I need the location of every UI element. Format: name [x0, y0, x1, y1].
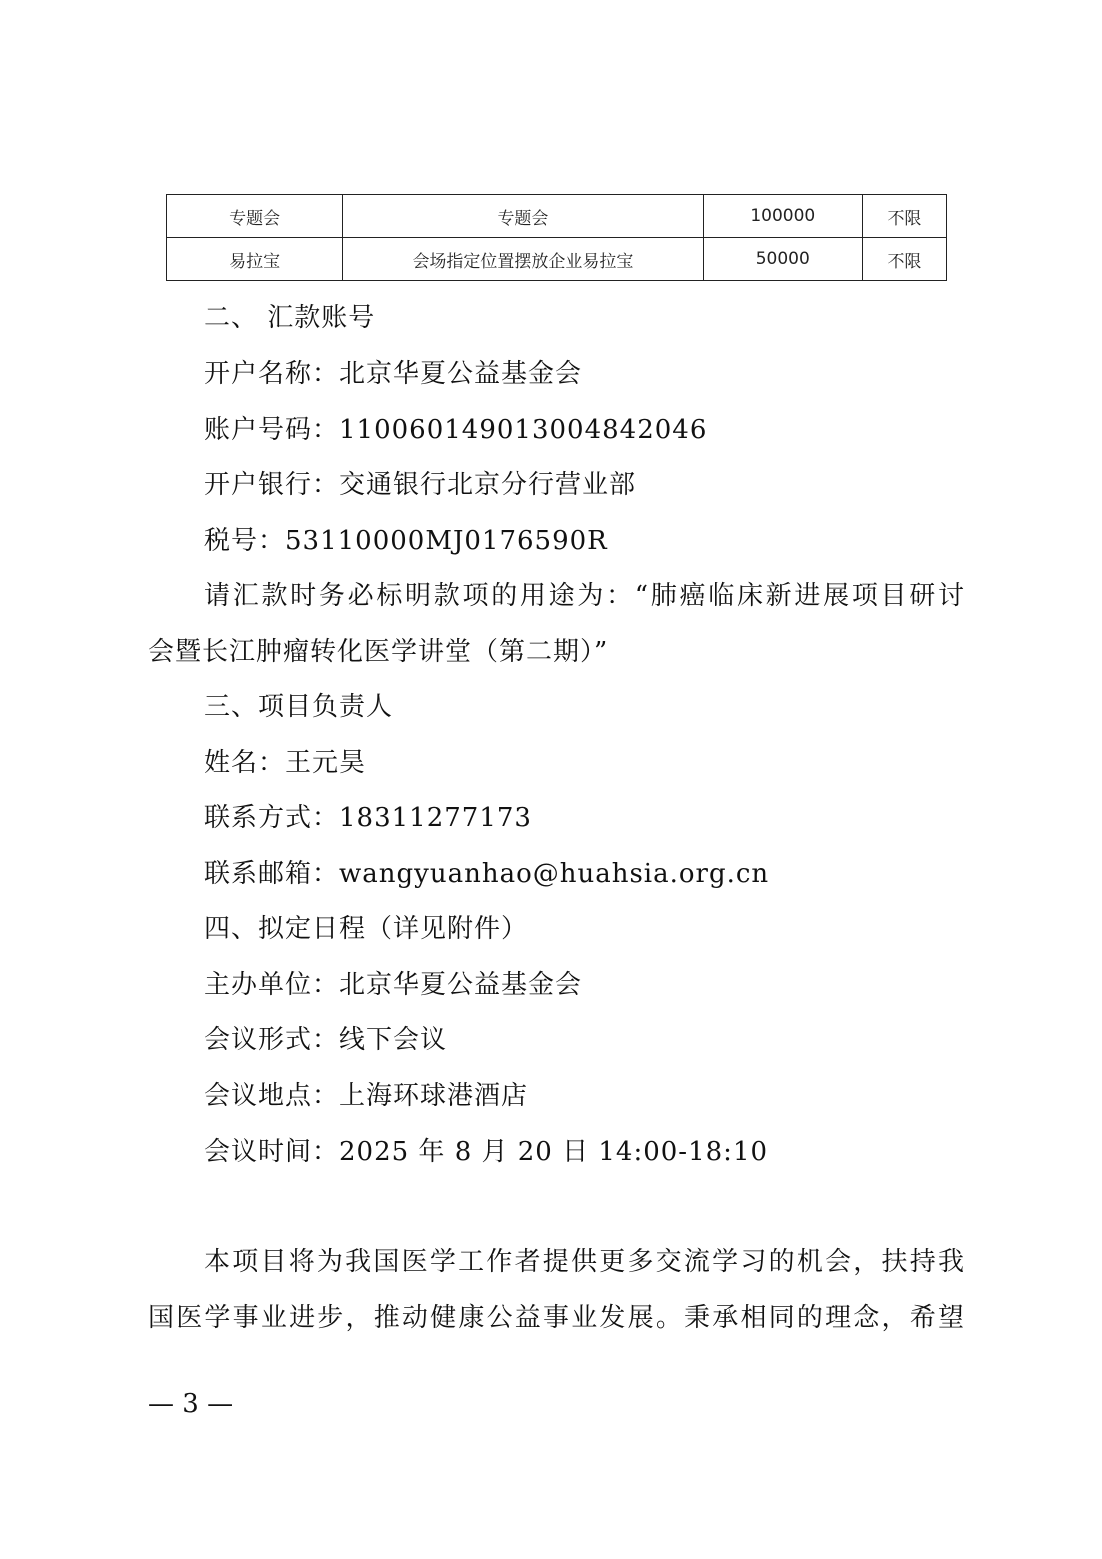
meeting-venue: 会议地点：上海环球港酒店 — [204, 1081, 529, 1111]
remittance-note-line1: 请汇款时务必标明款项的用途为：“肺癌临床新进展项目研讨 — [204, 581, 964, 611]
sponsorship-table — [166, 194, 947, 281]
table-cell-limit: 不限 — [862, 195, 946, 238]
section-heading-remittance: 二、 汇款账号 — [204, 303, 376, 333]
table-row — [167, 195, 947, 238]
account-number: 账户号码：110060149013004842046 — [204, 415, 708, 445]
table-cell-amount: 50000 — [703, 238, 862, 281]
contact-name: 姓名：王元昊 — [204, 748, 367, 778]
table-cell-item: 易拉宝 — [167, 238, 343, 281]
contact-phone: 联系方式：18311277173 — [204, 803, 532, 833]
table-cell-content: 专题会 — [343, 195, 703, 238]
organizer: 主办单位：北京华夏公益基金会 — [204, 970, 583, 1000]
closing-paragraph-line1: 本项目将为我国医学工作者提供更多交流学习的机会，扶持我 — [204, 1247, 964, 1277]
tax-id: 税号：53110000MJ0176590R — [204, 526, 608, 556]
table-cell-content: 会场指定位置摆放企业易拉宝 — [343, 238, 703, 281]
bank-name: 开户银行：交通银行北京分行营业部 — [204, 470, 637, 500]
remittance-note-line2: 会暨长江肿瘤转化医学讲堂（第二期）” — [148, 637, 609, 667]
table-cell-amount: 100000 — [703, 195, 862, 238]
contact-email: 联系邮箱：wangyuanhao@huahsia.org.cn — [204, 859, 770, 889]
account-name: 开户名称：北京华夏公益基金会 — [204, 359, 583, 389]
closing-paragraph-line2: 国医学事业进步，推动健康公益事业发展。秉承相同的理念，希望 — [148, 1303, 964, 1333]
section-heading-schedule: 四、拟定日程（详见附件） — [204, 914, 529, 944]
section-heading-contact: 三、项目负责人 — [204, 692, 394, 722]
meeting-format: 会议形式：线下会议 — [204, 1025, 448, 1055]
table-cell-item: 专题会 — [167, 195, 343, 238]
meeting-time: 会议时间：2025 年 8 月 20 日 14:00-18:10 — [204, 1137, 769, 1167]
table-cell-limit: 不限 — [862, 238, 946, 281]
table-row — [167, 238, 947, 281]
page-number: — 3 — — [148, 1389, 234, 1419]
